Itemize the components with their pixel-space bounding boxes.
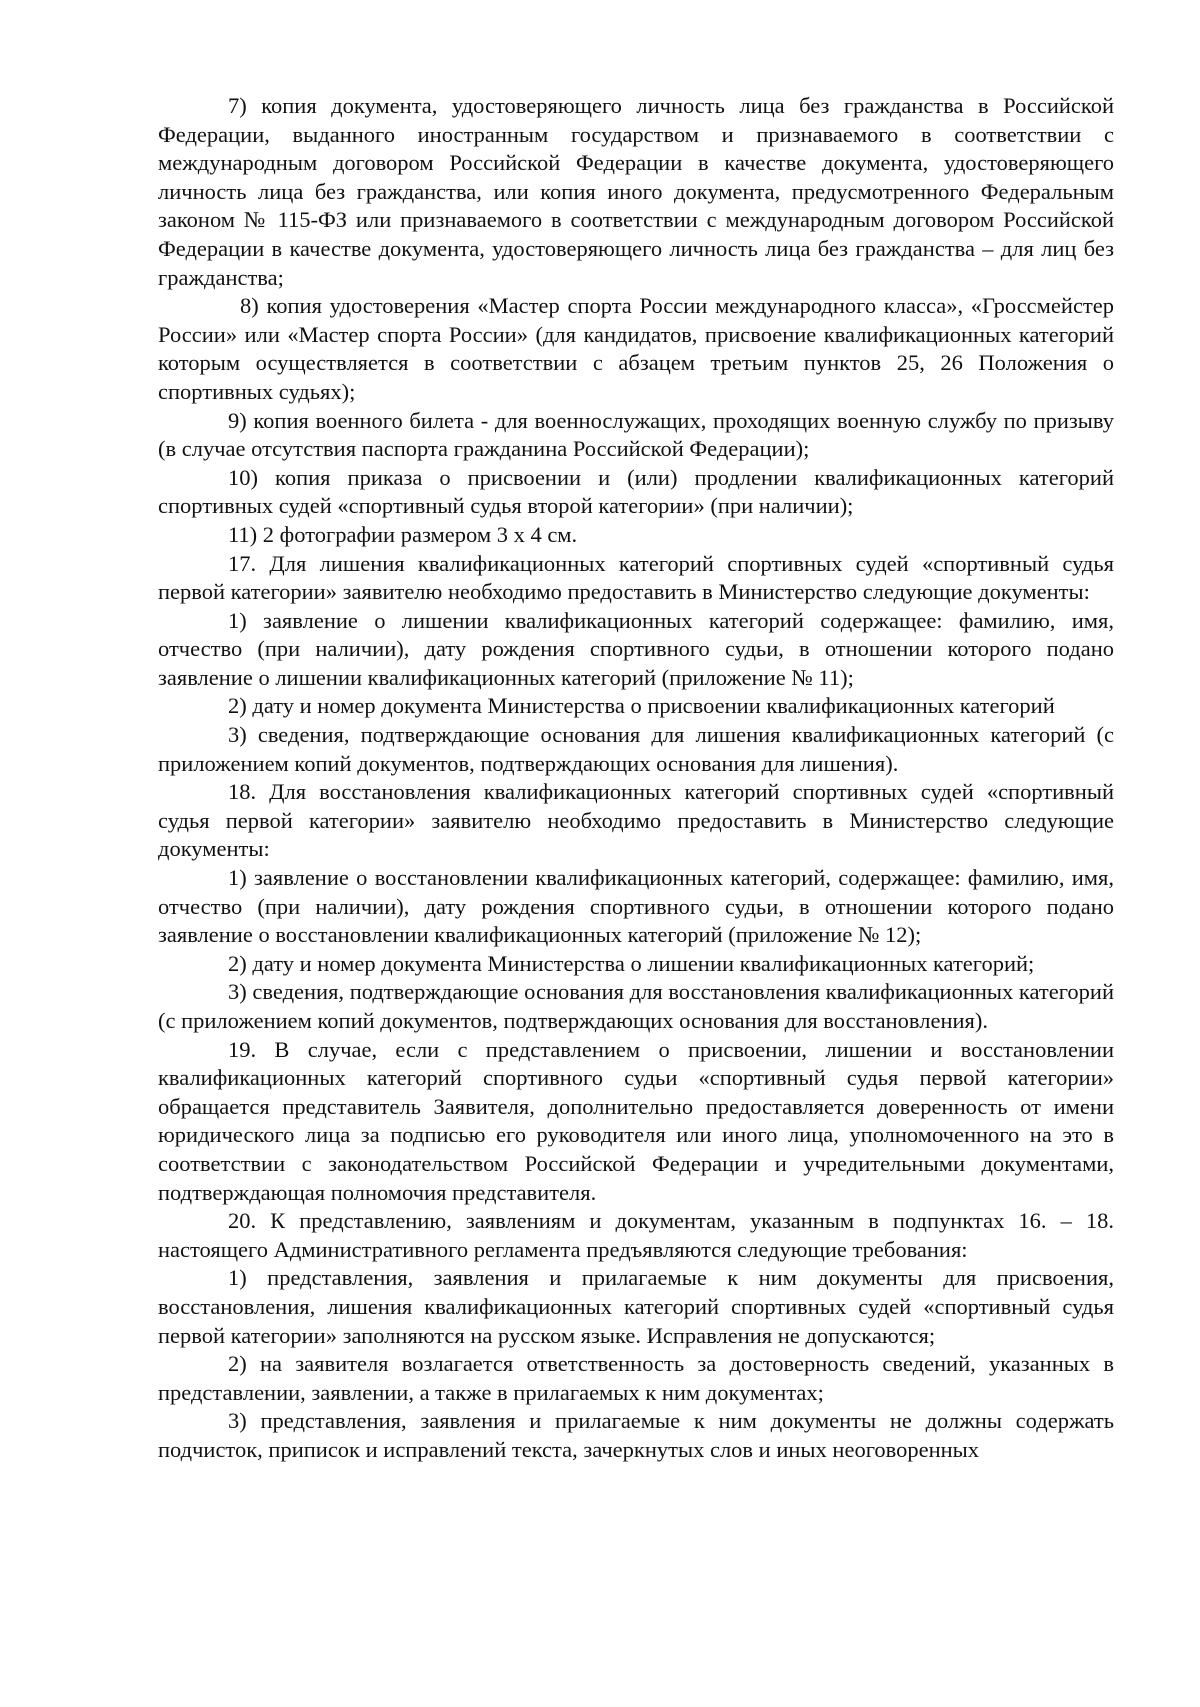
paragraph-20-item-1: 1) представления, заявления и прилагаемые к ним документы для присвоения, восстановления, лишения квалификационных категорий спортивных судей «спортивный судья первой категории» заполняются на русском языке. Исправления не допускаются; — [158, 1265, 1114, 1348]
paragraph-18-item-1: 1) заявление о восстановлении квалификационных категорий, содержащее: фамилию, имя, отчество (при наличии), дату рождения спортивного судьи, в отношении которого подано заявление о восстановлении квалификационных категорий (приложение № 12); — [158, 865, 1114, 948]
paragraph-20-item-2: 2) на заявителя возлагается ответственность за достоверность сведений, указанных в представлении, заявлении, а также в прилагаемых к ним документах; — [158, 1351, 1114, 1405]
paragraph-section-19: 19. В случае, если с представлением о присвоении, лишении и восстановлении квалификационных категорий спортивного судьи «спортивный судья первой категории» обращается представитель Заявителя, дополнительно предоставляется доверенность от имени юридического лица за подписью его руководителя или иного лица, уполномоченного на это в соответствии с законодательством Российской Федерации и учредительными документами, подтверждающая полномочия представителя. — [158, 1036, 1114, 1205]
paragraph-item-7-stateless-id: 7) копия документа, удостоверяющего личность лица без гражданства в Российской Федерации, выданного иностранным государством и признаваемого в соответствии с международным договором Российской Федерации в качестве документа, удостоверяющего личность лица без гражданства, или копия иного документа, предусмотренного Федеральным законом № 115-ФЗ или признаваемого в соответствии с международным договором Российской Федерации в качестве документа, удостоверяющего личность лица без гражданства – для лиц без гражданства; — [158, 93, 1114, 290]
paragraph-section-20: 20. К представлению, заявлениям и документам, указанным в подпунктах 16. – 18. настоящего Административного регламента предъявляются следующие требования: — [158, 1208, 1114, 1262]
paragraph-18-item-2: 2) дату и номер документа Министерства о лишении квалификационных категорий; — [228, 950, 1035, 976]
paragraph-item-8-sport-certificate: 8) копия удостоверения «Мастер спорта России международного класса», «Гроссмейстер России» или «Мастер спорта России» (для кандидатов, присвоение квалификационных категорий которым осуществляется в соответствии с абзацем третьим пунктов 25, 26 Положения о спортивных судьях); — [158, 293, 1114, 404]
paragraph-item-11-photos: 11) 2 фотографии размером 3 х 4 см. — [228, 521, 578, 547]
paragraph-section-18: 18. Для восстановления квалификационных категорий спортивных судей «спортивный судья первой категории» заявителю необходимо предоставить в Министерство следующие документы: — [158, 779, 1114, 862]
paragraph-item-9-military-id: 9) копия военного билета - для военнослужащих, проходящих военную службу по призыву (в случае отсутствия паспорта гражданина Российской Федерации); — [158, 407, 1114, 462]
paragraph-17-item-3: 3) сведения, подтверждающие основания для лишения квалификационных категорий (с приложением копий документов, подтверждающих основания для лишения). — [158, 722, 1114, 776]
paragraph-20-item-3: 3) представления, заявления и прилагаемые к ним документы не должны содержать подчисток, приписок и исправлений текста, зачеркнутых слов и иных неоговоренных — [158, 1408, 1114, 1462]
paragraph-17-item-1: 1) заявление о лишении квалификационных категорий содержащее: фамилию, имя, отчество (при наличии), дату рождения спортивного судьи, в отношении которого подано заявление о лишении квалификационных категорий (приложение № 11); — [158, 607, 1114, 690]
document-page — [158, 92, 1114, 1465]
paragraph-item-10-order-copy: 10) копия приказа о присвоении и (или) продлении квалификационных категорий спортивных судей «спортивный судья второй категории» (при наличии); — [158, 464, 1114, 519]
paragraph-17-item-2: 2) дату и номер документа Министерства о присвоении квалификационных категорий — [228, 693, 1055, 719]
paragraph-18-item-3: 3) сведения, подтверждающие основания для восстановления квалификационных категорий (с приложением копий документов, подтверждающих основания для восстановления). — [158, 979, 1114, 1033]
paragraph-section-17: 17. Для лишения квалификационных категорий спортивных судей «спортивный судья первой категории» заявителю необходимо предоставить в Министерство следующие документы: — [158, 550, 1114, 605]
